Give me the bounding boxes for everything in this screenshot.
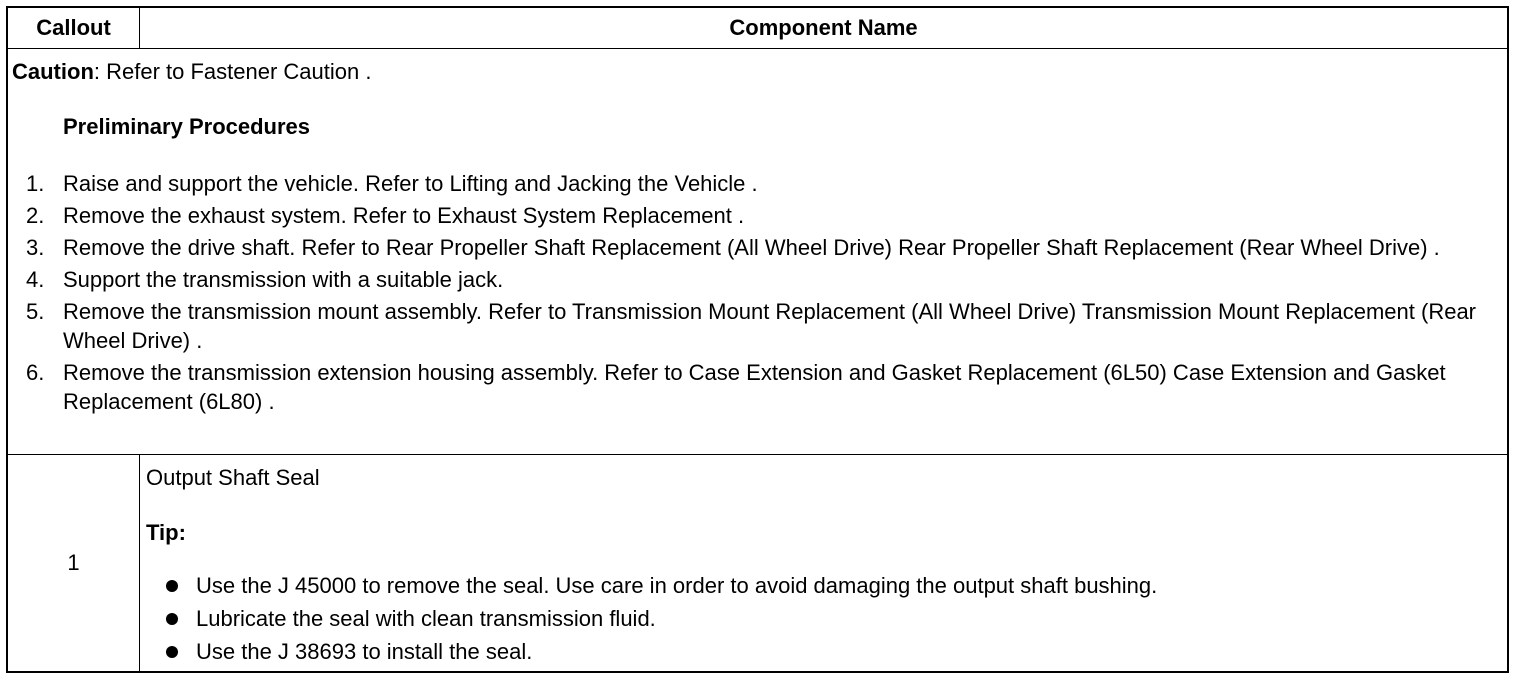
step-item	[8, 169, 1505, 198]
step-item	[8, 297, 1505, 355]
step-text: Remove the exhaust system. Refer to Exhaust System Replacement .	[63, 203, 745, 228]
step-number: 2.	[26, 203, 45, 228]
component-cell	[140, 455, 1507, 671]
bullet-dot-icon	[166, 580, 178, 592]
step-item	[8, 201, 1505, 230]
step-text: Remove the drive shaft. Refer to Rear Propeller Shaft Replacement (All Wheel Drive) Rear Propeller Shaft Replacement (Rear Wheel Drive) .	[63, 235, 1440, 260]
step-text: Support the transmission with a suitable jack.	[63, 267, 504, 292]
step-text: Remove the transmission mount assembly. Refer to Transmission Mount Replacement (All Wheel Drive) Transmission Mount Replacement (Rear Wheel Drive) .	[63, 299, 1477, 353]
tip-bullet-text: Lubricate the seal with clean transmission fluid.	[196, 606, 656, 631]
preliminary-section	[8, 49, 1507, 455]
step-item	[8, 233, 1505, 262]
table-header-row	[8, 8, 1507, 49]
step-number: 4.	[26, 267, 45, 292]
component-name: Output Shaft Seal	[146, 465, 320, 490]
header-component-name: Component Name	[729, 15, 918, 40]
step-number: 3.	[26, 235, 45, 260]
step-number: 1.	[26, 171, 45, 196]
tip-bullets	[140, 571, 1157, 670]
step-number: 5.	[26, 299, 45, 324]
tip-bullet-item	[140, 571, 1157, 600]
header-callout: Callout	[8, 8, 140, 48]
procedure-steps	[8, 169, 1505, 419]
step-text: Remove the transmission extension housing assembly. Refer to Case Extension and Gasket Replacement (6L50) Case Extension and Gasket Replacement (6L80) .	[63, 360, 1446, 414]
step-item	[8, 265, 1505, 294]
step-number: 6.	[26, 360, 45, 385]
step-text: Raise and support the vehicle. Refer to Lifting and Jacking the Vehicle .	[63, 171, 758, 196]
tip-bullet-text: Use the J 38693 to install the seal.	[196, 639, 533, 664]
tip-bullet-text: Use the J 45000 to remove the seal. Use care in order to avoid damaging the output shaft bushing.	[196, 573, 1158, 598]
bullet-dot-icon	[166, 613, 178, 625]
bullet-dot-icon	[166, 646, 178, 658]
preliminary-procedures-title: Preliminary Procedures	[63, 114, 311, 139]
caution-note	[12, 59, 371, 85]
caution-label: Caution	[12, 59, 94, 84]
tip-bullet-item	[140, 604, 1157, 633]
tip-label: Tip:	[146, 520, 186, 545]
tip-bullet-item	[140, 637, 1157, 666]
caution-text: : Refer to Fastener Caution .	[93, 59, 372, 84]
procedure-table	[6, 6, 1509, 673]
step-item	[8, 358, 1505, 416]
callout-number: 1	[8, 455, 140, 671]
component-row	[8, 455, 1507, 671]
